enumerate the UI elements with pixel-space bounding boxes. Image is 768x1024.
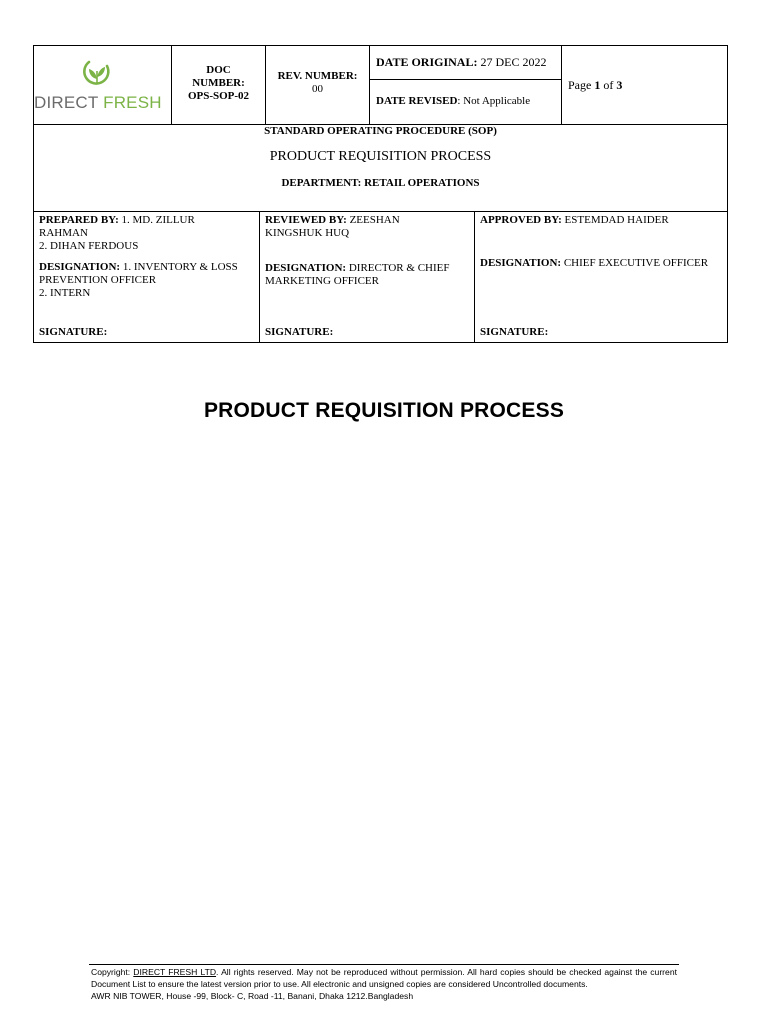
leaf-circle-icon: [81, 58, 113, 88]
prepared-name-2: 2. DIHAN FERDOUS: [39, 240, 139, 252]
footer-text: [91, 966, 677, 1002]
footer-divider: [89, 964, 679, 965]
page-total: 3: [616, 78, 623, 92]
prepared-designation-2: 2. INTERN: [39, 287, 91, 299]
date-original-value: 27 DEC 2022: [480, 55, 547, 69]
department-value: RETAIL OPERATIONS: [364, 177, 480, 189]
rev-number-label: REV. NUMBER:: [277, 70, 358, 82]
reviewed-designation-b: MARKETING OFFICER: [265, 275, 379, 287]
reviewed-name: ZEESHAN: [349, 214, 400, 226]
brand-name: [34, 93, 162, 113]
reviewed-designation: DIRECTOR & CHIEF: [348, 262, 450, 274]
footer-notice: . All rights reserved. May not be reproduced without permission. All hard copies should be checked against the current Document List to ensure the latest version prior to use. All electronic and unsigned copies are considered Uncontrolled documents.: [91, 967, 677, 989]
date-original-label: DATE ORIGINAL:: [376, 55, 478, 69]
prepared-name-1b: RAHMAN: [39, 227, 88, 239]
approved-name: ESTEMDAD HAIDER: [564, 214, 669, 226]
prepared-designation-1b: PREVENTION OFFICER: [39, 274, 157, 286]
prepared-by-cell: [33, 211, 260, 343]
rev-number-cell: [265, 45, 370, 125]
reviewed-signature-label: SIGNATURE:: [265, 326, 334, 338]
approved-by-label: APPROVED BY:: [480, 214, 562, 226]
footer-address: AWR NIB TOWER, House -99, Block- C, Road -11, Banani, Dhaka 1212.Bangladesh: [91, 991, 414, 1001]
prepared-signature-label: SIGNATURE:: [39, 326, 108, 338]
page-of: of: [603, 78, 614, 92]
prepared-designation-label: DESIGNATION:: [39, 261, 121, 273]
approved-designation-label: DESIGNATION:: [480, 257, 562, 269]
approved-signature-label: SIGNATURE:: [480, 326, 549, 338]
reviewed-by-cell: [259, 211, 475, 343]
brand-word-fresh: FRESH: [103, 93, 162, 112]
footer-company-link[interactable]: DIRECT FRESH LTD: [133, 967, 217, 977]
document-main-title: PRODUCT REQUISITION PROCESS: [203, 399, 565, 422]
prepared-by-label: PREPARED BY:: [39, 214, 119, 226]
page-prefix: Page: [568, 78, 592, 92]
footer-copyright-prefix: Copyright:: [91, 967, 131, 977]
prepared-name-1: 1. MD. ZILLUR: [121, 214, 195, 226]
approved-designation: CHIEF EXECUTIVE OFFICER: [563, 257, 709, 269]
reviewed-name-b: KINGSHUK HUQ: [265, 227, 350, 239]
doc-number-label: DOC NUMBER:: [192, 64, 245, 89]
date-original-cell: [369, 45, 562, 80]
sop-title-block: [33, 124, 728, 212]
reviewed-by-label: REVIEWED BY:: [265, 214, 347, 226]
reviewed-designation-label: DESIGNATION:: [265, 262, 347, 274]
approved-by-cell: [474, 211, 728, 343]
department-label: DEPARTMENT:: [281, 177, 362, 189]
brand-word-direct: DIRECT: [34, 93, 99, 112]
logo-cell: [33, 45, 172, 125]
doc-number-cell: [171, 45, 266, 125]
doc-number-value: OPS-SOP-02: [187, 90, 250, 102]
sop-title: PRODUCT REQUISITION PROCESS: [269, 149, 492, 164]
rev-number-value: 00: [312, 83, 323, 95]
prepared-designation-1: 1. INVENTORY & LOSS: [122, 261, 238, 273]
date-revised-cell: [369, 79, 562, 125]
page-current: 1: [594, 78, 601, 92]
date-revised-value: : Not Applicable: [457, 95, 531, 107]
sop-type-line: STANDARD OPERATING PROCEDURE (SOP): [264, 125, 497, 137]
date-revised-label: DATE REVISED: [376, 95, 458, 107]
page-number-cell: [561, 45, 728, 125]
